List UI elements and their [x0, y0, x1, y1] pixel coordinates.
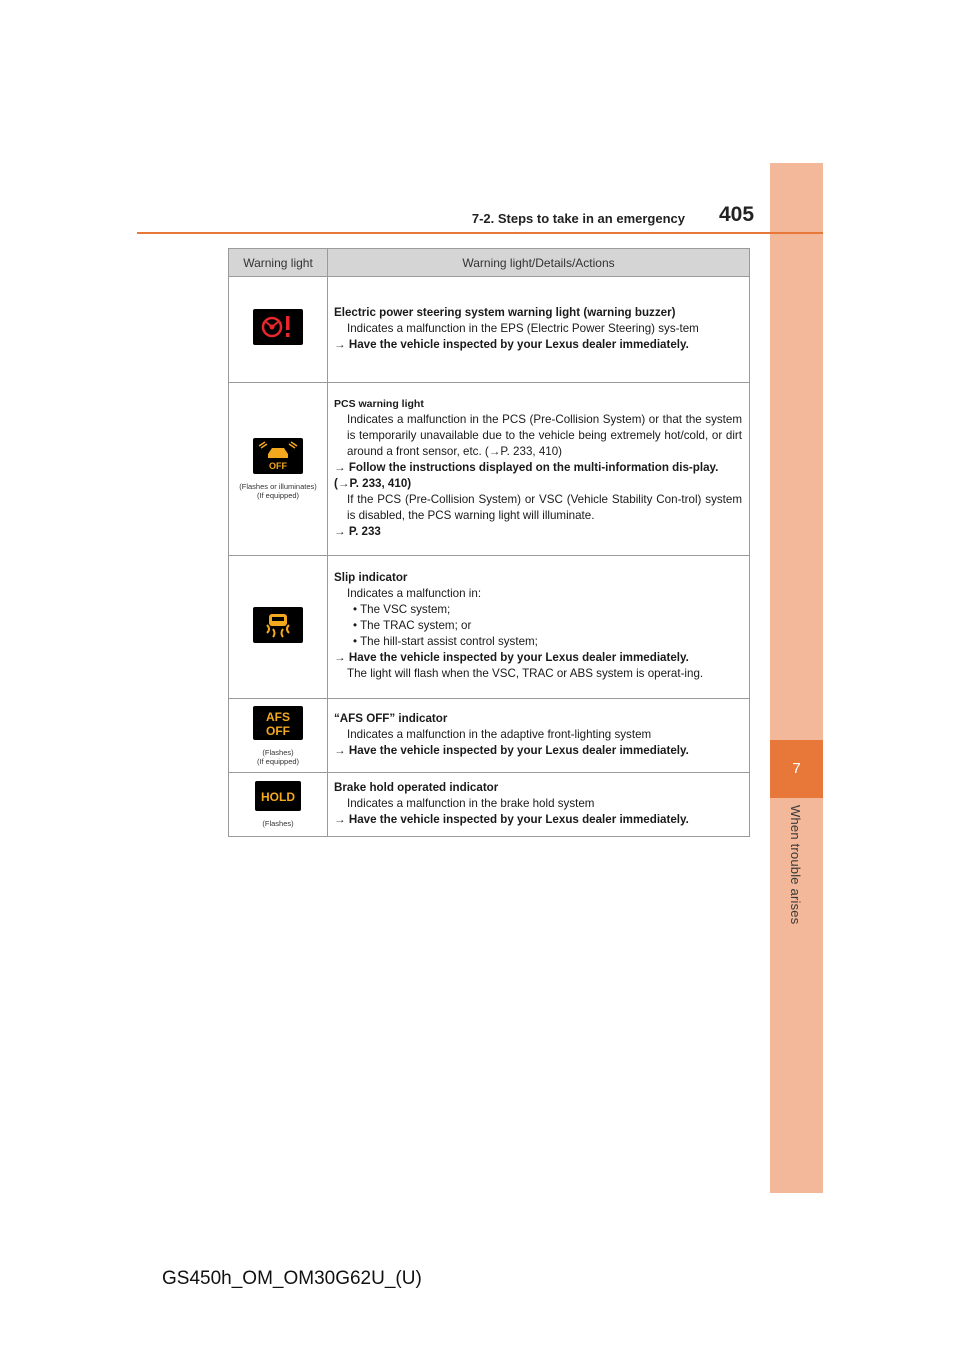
row-ref: → P. 233 [334, 525, 381, 538]
table-row [229, 773, 750, 837]
list-item: • The hill-start assist control system; [353, 635, 538, 648]
lamp-caption: (Flashes or illuminates) [239, 482, 317, 491]
table-row [229, 699, 750, 773]
warning-light-table [228, 248, 750, 837]
row-detail: Indicates a malfunction in the adaptive front-lighting system [347, 727, 652, 741]
row-title: Brake hold operated indicator [334, 780, 499, 794]
afs-off-icon [253, 706, 303, 740]
row-title: Slip indicator [334, 571, 408, 584]
document-code: GS450h_OM_OM30G62U_(U) [162, 1268, 422, 1289]
row-detail: Indicates a malfunction in the PCS (Pre-Collision System) or that the system is temporarily unavailable due to the vehicle being extremely hot/cold, or dirt around a front sensor, etc. (→P. 233, 410) [347, 413, 742, 458]
row-action: → Have the vehicle inspected by your Lexus dealer immediately. [334, 337, 689, 351]
col-header-warning-light: Warning light [229, 249, 328, 277]
row-detail: Indicates a malfunction in: [347, 587, 482, 600]
slip-indicator-icon [253, 607, 303, 643]
col-header-details: Warning light/Details/Actions [328, 249, 750, 277]
svg-text:AFS: AFS [266, 709, 290, 724]
lamp-caption: (If equipped) [256, 491, 300, 500]
eps-warning-icon [253, 309, 303, 345]
lamp-caption: (Flashes) [262, 819, 294, 828]
row-title: Electric power steering system warning light (warning buzzer) [334, 305, 676, 319]
chapter-title: When trouble arises [788, 805, 803, 925]
hold-icon [255, 781, 301, 811]
table-row [229, 556, 750, 699]
list-item: • The VSC system; [353, 603, 451, 616]
chapter-side-tab [770, 163, 823, 1193]
row-detail: Indicates a malfunction in the EPS (Electric Power Steering) sys-tem [347, 321, 699, 335]
table-row [229, 383, 750, 556]
table-header-row [229, 249, 750, 277]
chapter-number: 7 [770, 740, 823, 798]
svg-text:OFF: OFF [269, 461, 287, 471]
lamp-caption: (Flashes) [262, 747, 294, 757]
row-note: The light will flash when the VSC, TRAC or ABS system is operat-ing. [347, 667, 704, 680]
table-row [229, 277, 750, 383]
row-action: → Have the vehicle inspected by your Lexus dealer immediately. [334, 651, 689, 664]
header-rule [137, 232, 823, 234]
row-detail: Indicates a malfunction in the brake hold system [347, 796, 595, 810]
row-note: If the PCS (Pre-Collision System) or VSC (Vehicle Stability Con-trol) system is disabled, the PCS warning light will illuminate. [347, 493, 742, 522]
row-action: → Have the vehicle inspected by your Lexus dealer immediately. [334, 743, 689, 757]
pcs-off-icon [253, 438, 303, 474]
row-action: → Have the vehicle inspected by your Lexus dealer immediately. [334, 812, 689, 826]
row-action: → Follow the instructions displayed on the multi-information dis-play. (→P. 233, 410) [334, 461, 719, 490]
list-item: • The TRAC system; or [353, 619, 472, 632]
page-number: 405 [719, 203, 755, 226]
lamp-caption: (If equipped) [256, 756, 300, 766]
svg-text:OFF: OFF [266, 723, 290, 738]
section-title: 7-2. Steps to take in an emergency [471, 211, 685, 226]
svg-text:HOLD: HOLD [261, 790, 295, 804]
row-title: “AFS OFF” indicator [334, 711, 448, 725]
row-title: PCS warning light [334, 398, 424, 410]
